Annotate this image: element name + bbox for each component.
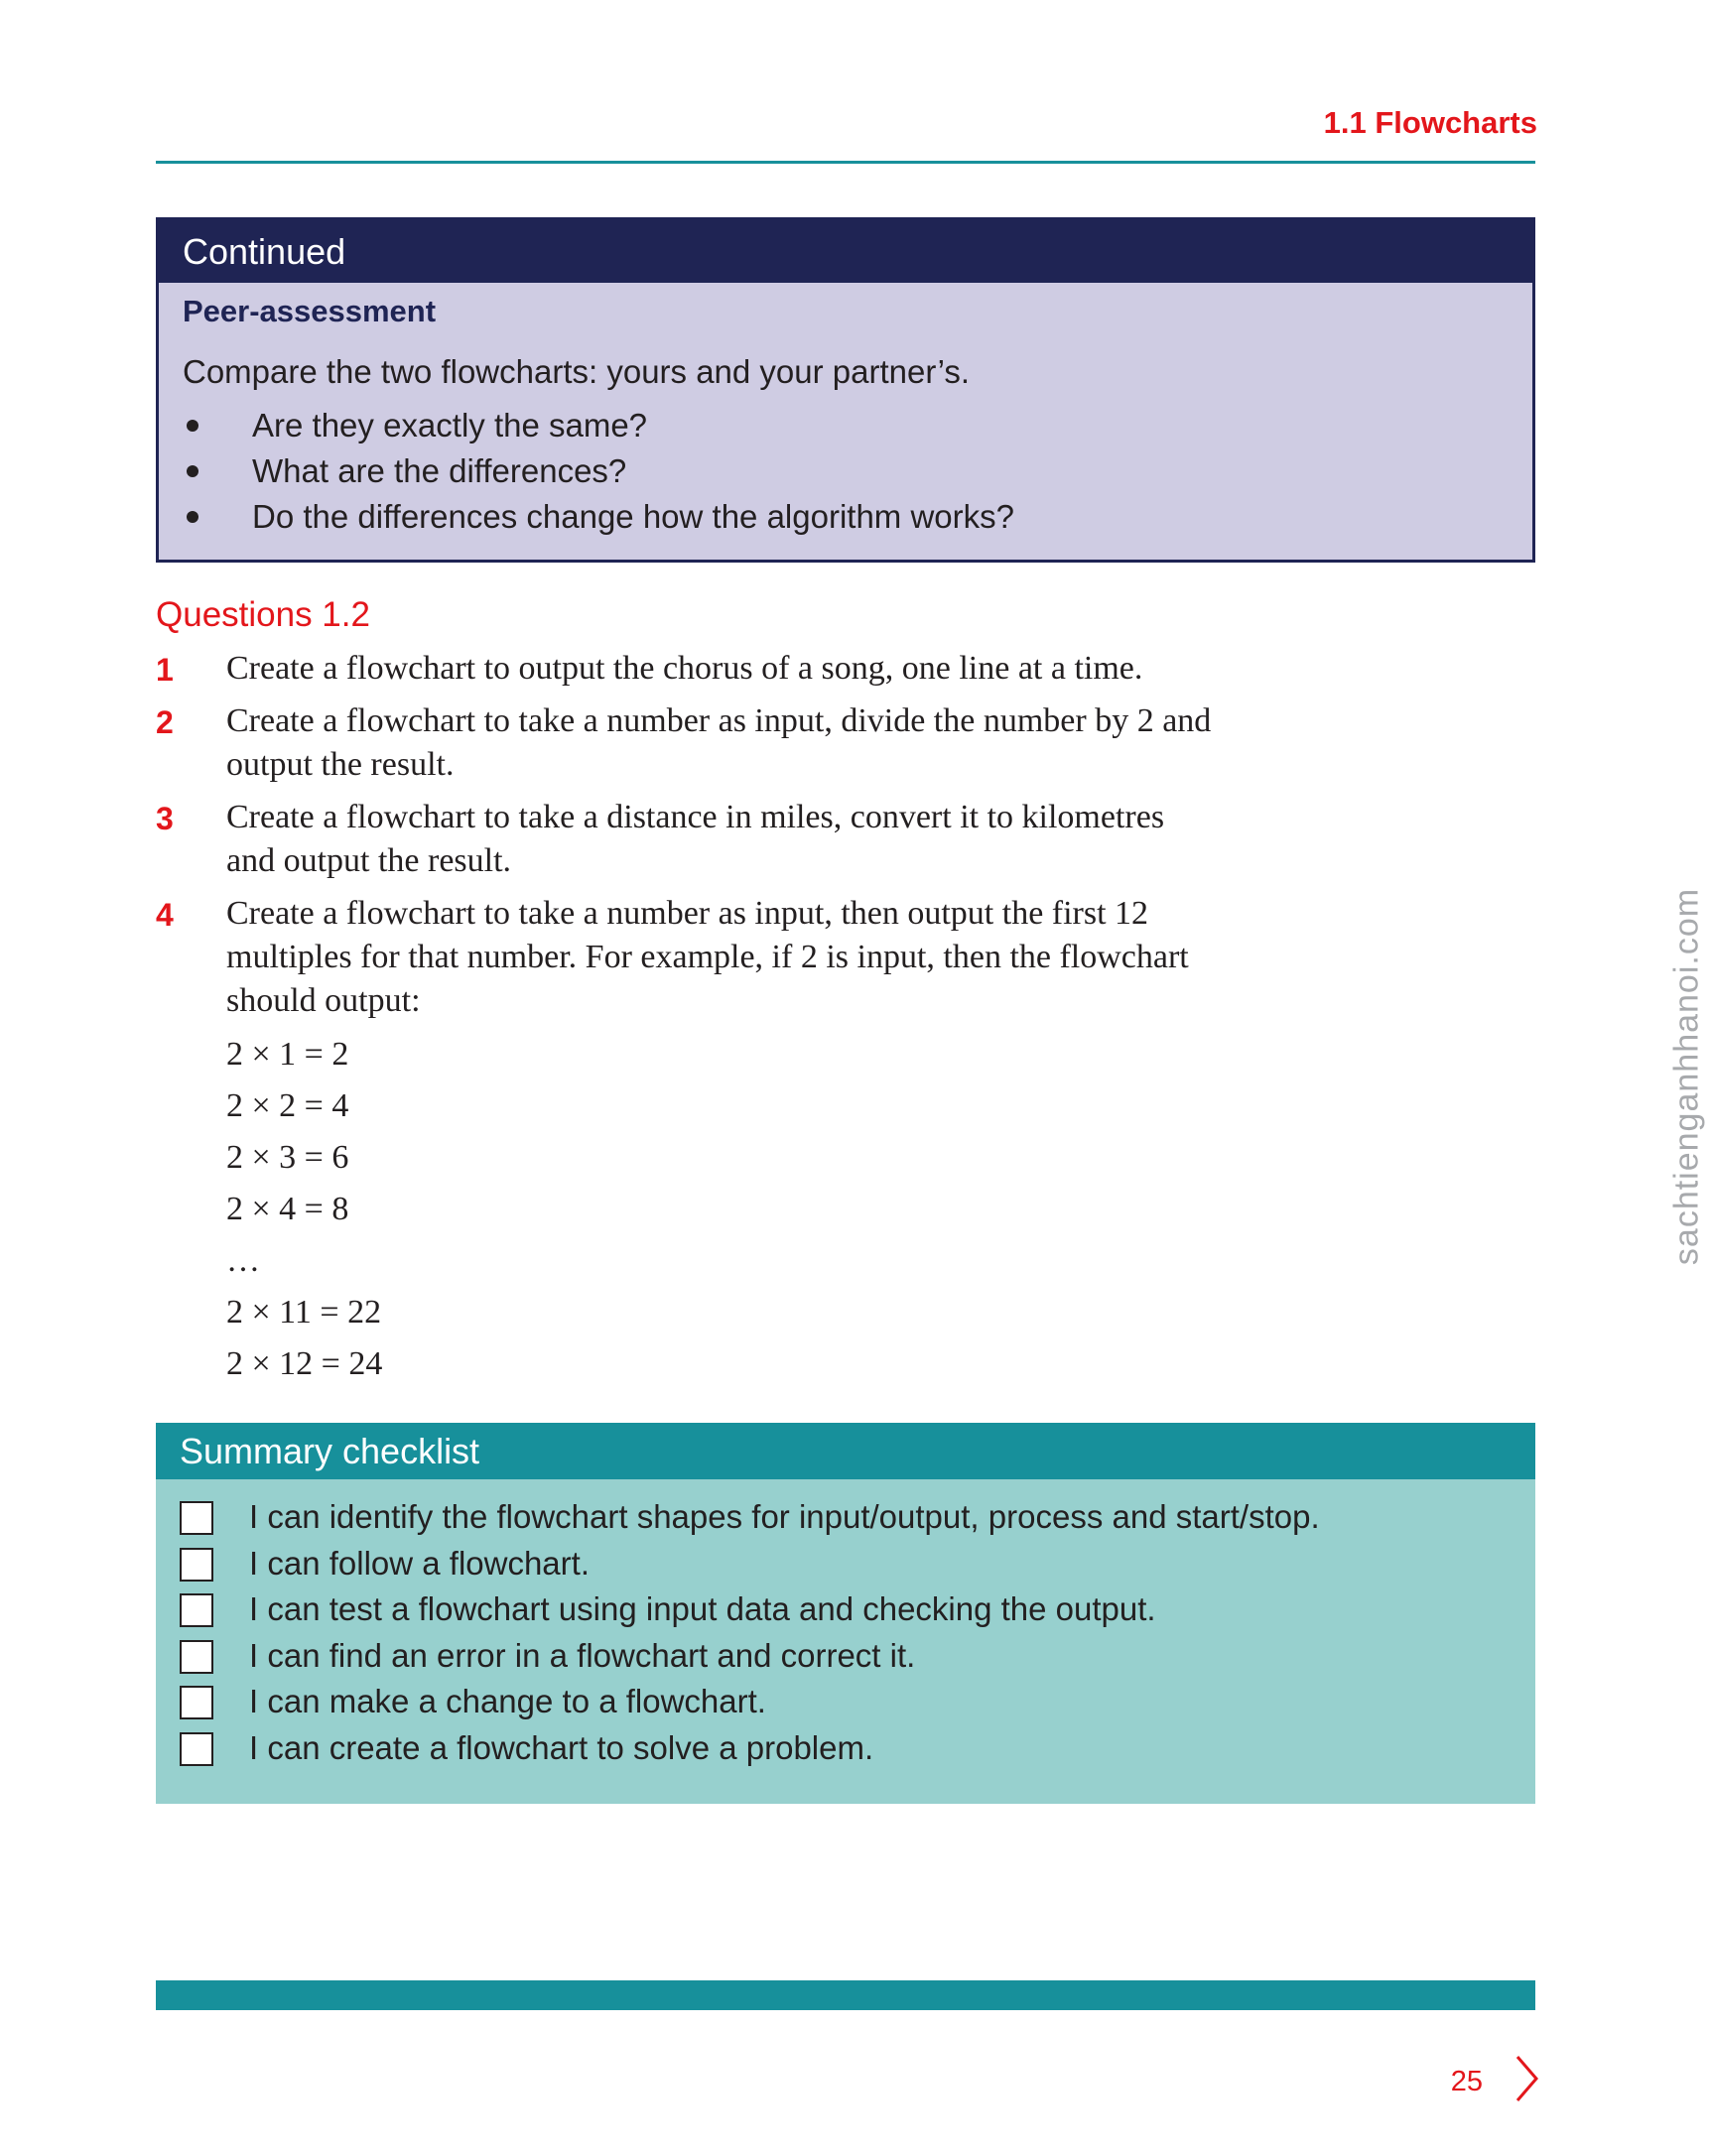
example-output-line: 2 × 12 = 24 <box>226 1345 383 1382</box>
checklist-text: I can follow a flowchart. <box>249 1544 590 1582</box>
example-output-line: 2 × 1 = 2 <box>226 1036 349 1073</box>
checklist-item <box>180 1494 1320 1541</box>
page-number: 25 <box>1450 2066 1483 2097</box>
checkbox-icon[interactable] <box>180 1501 213 1535</box>
checklist-text: I can identify the flowchart shapes for input/output, process and start/stop. <box>249 1498 1320 1535</box>
checkbox-icon[interactable] <box>180 1686 213 1719</box>
checklist-text: I can create a flowchart to solve a problem. <box>249 1728 874 1766</box>
checklist-item <box>180 1725 1320 1772</box>
question-number: 4 <box>156 897 174 933</box>
checklist-text: I can make a change to a flowchart. <box>249 1683 766 1719</box>
footer-bar <box>156 1980 1535 2010</box>
example-output <box>226 1029 1248 1390</box>
example-output-line: 2 × 11 = 22 <box>226 1294 382 1331</box>
bullet-item <box>183 403 1014 448</box>
question-item <box>156 647 1248 691</box>
question-item <box>156 796 1248 883</box>
checklist-item <box>180 1679 1320 1725</box>
questions-list <box>156 647 1248 1399</box>
header-rule <box>156 161 1535 164</box>
peer-assessment-bullets <box>183 403 1014 540</box>
checklist-item <box>180 1586 1320 1633</box>
questions-title: Questions 1.2 <box>156 595 370 634</box>
chevron-right-icon[interactable] <box>1514 2054 1540 2103</box>
checkbox-icon[interactable] <box>180 1640 213 1674</box>
question-number: 2 <box>156 704 174 740</box>
summary-checklist <box>180 1494 1320 1771</box>
continued-box <box>156 217 1535 563</box>
example-output-line: 2 × 3 = 6 <box>226 1139 349 1176</box>
question-number: 1 <box>156 652 174 688</box>
bullet-dot-icon <box>187 511 198 523</box>
checkbox-icon[interactable] <box>180 1593 213 1627</box>
question-text: Create a flowchart to take a number as input, divide the number by 2 and output the result. <box>226 702 1212 783</box>
question-text: Create a flowchart to take a distance in miles, convert it to kilometres and output the result. <box>226 799 1165 879</box>
checkbox-icon[interactable] <box>180 1732 213 1766</box>
checklist-text: I can find an error in a flowchart and correct it. <box>249 1636 916 1674</box>
checkbox-icon[interactable] <box>180 1548 213 1582</box>
example-output-line: 2 × 2 = 4 <box>226 1087 349 1124</box>
bullet-item <box>183 494 1014 540</box>
checklist-item <box>180 1541 1320 1587</box>
checklist-text: I can test a flowchart using input data and checking the output. <box>249 1590 1156 1627</box>
checklist-item <box>180 1633 1320 1680</box>
question-number: 3 <box>156 801 174 836</box>
question-text: Create a flowchart to output the chorus of a song, one line at a time. <box>226 650 1143 687</box>
section-title: 1.1 Flowcharts <box>1323 105 1537 140</box>
bullet-item <box>183 448 1014 494</box>
bullet-text: What are the differences? <box>252 452 627 489</box>
bullet-dot-icon <box>187 420 198 432</box>
question-text: Create a flowchart to take a number as input, then output the first 12 multiples for that number. For example, if 2 is input, then the flowchart should output: <box>226 895 1189 1019</box>
bullet-dot-icon <box>187 465 198 477</box>
example-output-ellipsis: … <box>226 1242 260 1279</box>
peer-assessment-intro: Compare the two flowcharts: yours and your partner’s. <box>183 353 970 390</box>
continued-heading: Continued <box>159 220 1532 283</box>
peer-assessment-subheading: Peer-assessment <box>183 294 437 328</box>
bullet-text: Do the differences change how the algorithm works? <box>252 498 1014 535</box>
example-output-line: 2 × 4 = 8 <box>226 1191 349 1227</box>
summary-checklist-heading: Summary checklist <box>156 1423 1535 1479</box>
question-item <box>156 699 1248 787</box>
question-item <box>156 892 1248 1390</box>
watermark: sachtienganhhanoi.com <box>1667 887 1706 1266</box>
bullet-text: Are they exactly the same? <box>252 407 648 444</box>
summary-checklist-box <box>156 1423 1535 1804</box>
